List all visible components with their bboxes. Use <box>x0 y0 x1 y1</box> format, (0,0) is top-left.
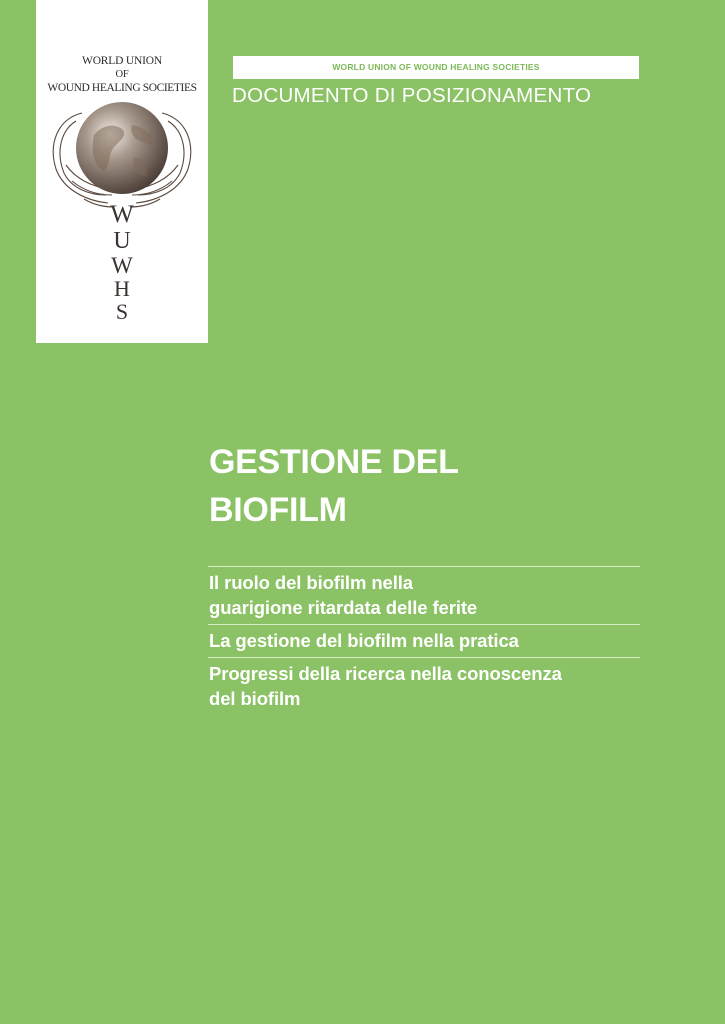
title-line-1: GESTIONE DEL <box>209 443 459 481</box>
subtitle-item-2 <box>208 624 640 657</box>
subtitle-line: del biofilm <box>209 688 301 709</box>
subtitle-line: guarigione ritardata delle ferite <box>209 597 478 618</box>
organization-band: WORLD UNION OF WOUND HEALING SOCIETIES <box>233 56 639 79</box>
svg-text:U: U <box>113 228 131 254</box>
subtitle-item-3 <box>208 657 640 715</box>
subtitle-line: Il ruolo del biofilm nella <box>209 572 413 593</box>
subtitle-item-1 <box>208 566 640 624</box>
globe-hands-emblem-icon <box>36 95 208 330</box>
subtitle-line: Progressi della ricerca nella conoscenza <box>209 663 562 684</box>
logo-text-line3: WOUND HEALING SOCIETIES <box>47 82 197 94</box>
wuwhs-logo <box>36 0 208 343</box>
globe-icon <box>76 102 168 194</box>
logo-text-line2: OF <box>115 69 129 80</box>
document-title <box>209 438 649 534</box>
document-type: DOCUMENTO DI POSIZIONAMENTO <box>232 84 592 107</box>
svg-text:H: H <box>114 276 130 301</box>
svg-text:S: S <box>115 299 129 324</box>
svg-text:W: W <box>110 201 134 228</box>
subtitle-line: La gestione del biofilm nella pratica <box>209 630 519 651</box>
subtitle-list <box>208 566 640 715</box>
logo-text-line1: WORLD UNION <box>82 55 162 67</box>
svg-text:W: W <box>111 253 133 278</box>
title-line-2: BIOFILM <box>209 491 347 529</box>
